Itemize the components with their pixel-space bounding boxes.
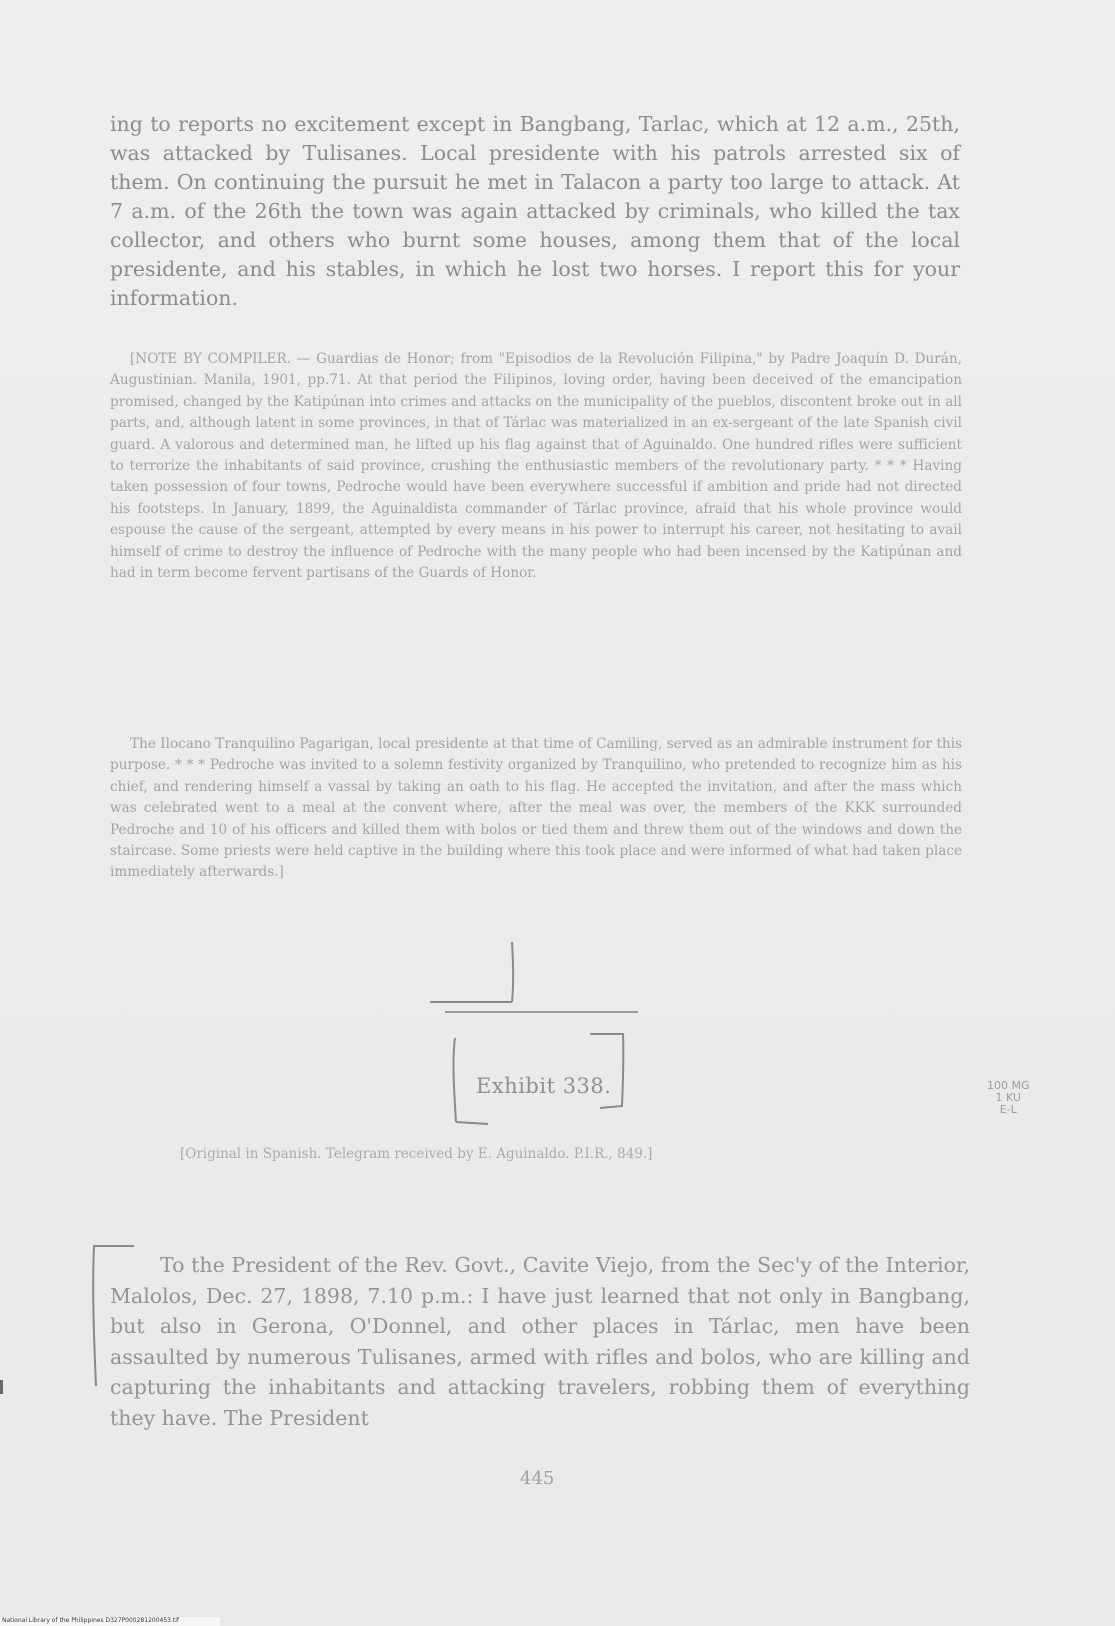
compiler-note-paragraph-2: The Ilocano Tranquilino Pagarigan, local presidente at that time of Camiling, served as an admirable instrument for this purpose. * * * Pedroche was invited to a solemn festivity organized by Tranquilino, who pretended to recognize him as his chief, and rendering himself a vassal by taking an oath to his flag. He accepted the invitation, and after the mass which was celebrated went to a meal at the convent where, after the meal was over, the members of the KKK surrounded Pedroche and 10 of his officers and killed them with bolos or tied them and threw them out of the windows and down the staircase. Some priests were held captive in the building where this took place and were informed of what had taken place immediately afterwards.] <box>110 736 962 881</box>
exhibit-title: Exhibit 338. <box>476 1074 612 1098</box>
horizontal-rule <box>445 1011 638 1013</box>
margin-stamp-line: 100 MG <box>987 1079 1030 1092</box>
page-number: 445 <box>520 1468 555 1489</box>
telegram-paragraph: To the President of the Rev. Govt., Cavite Viejo, from the Sec'y of the Interior, Malolos, Dec. 27, 1898, 7.10 p.m.: I have just learned that not only in Bangbang, but also in Gerona, O'Donnel, and other places in Tárlac, men have been assaulted by numerous Tulisanes, armed with rifles and bolos, who are killing and capturing the inhabitants and attacking travelers, robbing them of everything they have. The President <box>110 1253 970 1430</box>
source-citation: [Original in Spanish. Telegram received by E. Aguinaldo. P.I.R., 849.] <box>180 1146 653 1162</box>
margin-stamp <box>987 1080 1030 1116</box>
compiler-note-paragraph-1: [NOTE BY COMPILER. — Guardias de Honor; from "Episodios de la Revolución Filipina," by Padre Joaquín D. Durán, Augustinian. Manila, 1901, pp.71. At that period the Filipinos, loving order, having been deceived of the emancipation promised, changed by the Katipúnan into crimes and attacks on the municipality of the pueblos, discontent broke out in all parts, and, although latent in some provinces, in that of Tárlac was materialized in an ex-sergeant of the late Spanish civil guard. A valorous and determined man, he lifted up his flag against that of Aguinaldo. One hundred rifles were sufficient to terrorize the inhabitants of said province, crushing the enthusiastic members of the revolutionary party. * * * Having taken possession of four towns, Pedroche would have been everywhere successful if ambition and pride had not directed his footsteps. In January, 1899, the Aguinaldista commander of Tárlac province, afraid that his whole province would espouse the cause of the sergeant, attempted by every means in his power to interrupt his career, not hesitating to avail himself of crime to destroy the influence of Pedroche with the many people who had been incensed by the Katipúnan and had in term become fervent partisans of the Guards of Honor. <box>110 351 962 582</box>
top-paragraph: ing to reports no excitement except in Bangbang, Tarlac, which at 12 a.m., 25th, was attacked by Tulisanes. Local presidente with his patrols arrested six of them. On continuing the pursuit he met in Talacon a party too large to attack. At 7 a.m. of the 26th the town was again attacked by criminals, who killed the tax collector, and others who burnt some houses, among them that of the local presidente, and his stables, in which he lost two horses. I report this for your information. <box>110 112 960 310</box>
margin-stamp-line: 1 KU <box>995 1091 1021 1104</box>
scan-edge-mark <box>0 1380 3 1394</box>
handwritten-bracket-mark <box>430 940 530 1012</box>
scan-credit: National Library of the Philippines D327P000281200453.tif <box>2 1617 180 1624</box>
margin-stamp-line: E-L <box>999 1103 1017 1116</box>
